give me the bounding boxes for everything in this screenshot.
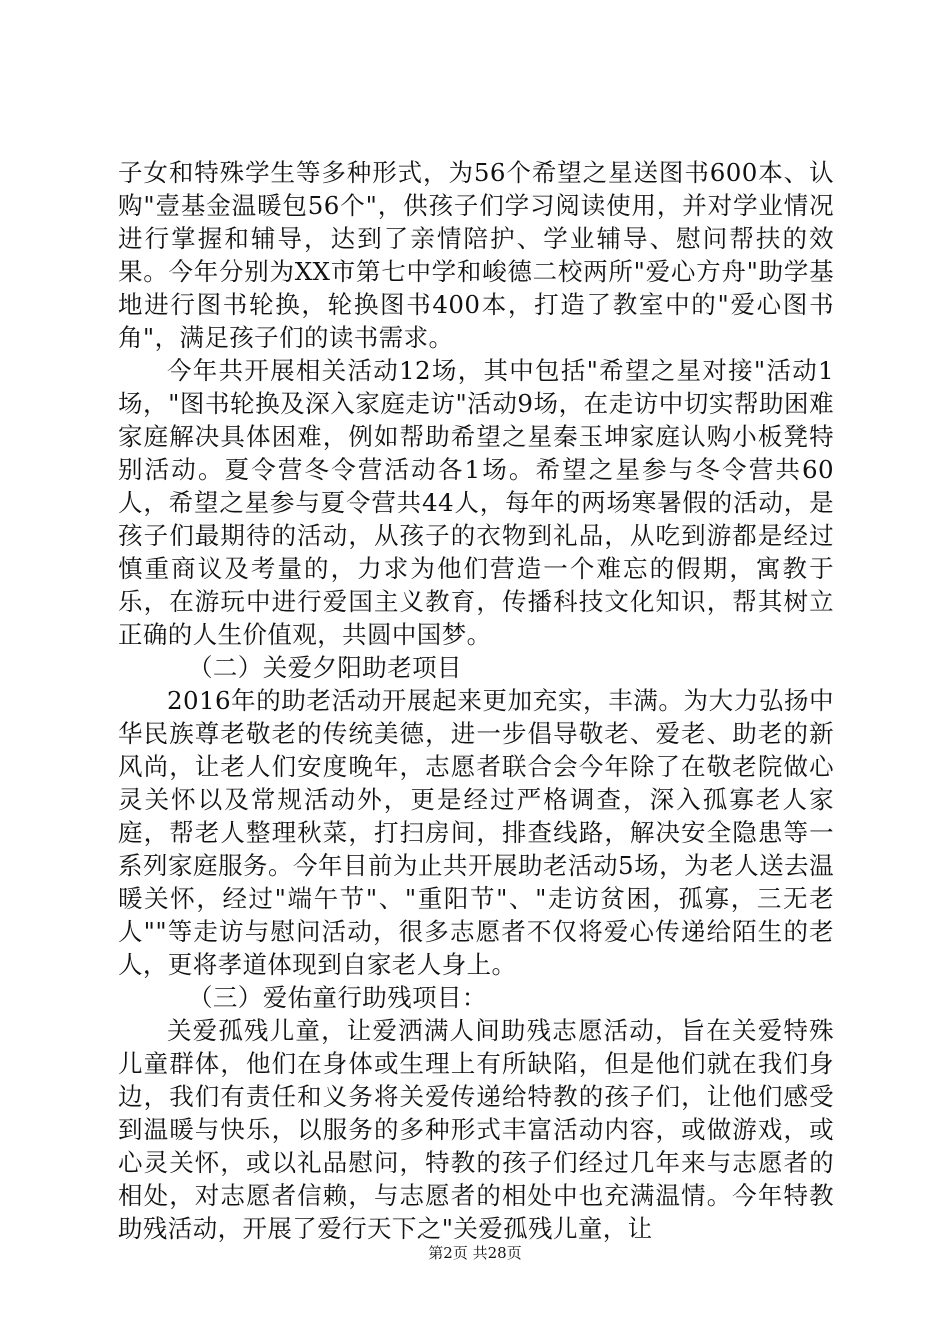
- page-number-footer: 第2页 共28页: [428, 1244, 522, 1262]
- section-heading-disability-support: （三）爱佑童行助残项目：: [188, 983, 487, 1012]
- paragraph-book-donation: 子女和特殊学生等多种形式，为56个希望之星送图书600本、认购"壹基金温暖包56个"，供孩子们学习阅读使用，并对学业情况进行掌握和辅导，达到了亲情陪护、学业辅导、慰问帮扶的效果。今年分别为XX市第七中学和峻德二校两所"爱心方舟"助学基地进行图书轮换，轮换图书400本，打造了教室中的"爱心图书角"，满足孩子们的读书需求。: [118, 158, 834, 352]
- section-heading-elderly-care: （二）关爱夕阳助老项目: [188, 653, 462, 682]
- paragraph-disability-support: 关爱孤残儿童，让爱洒满人间助残志愿活动，旨在关爱特殊儿童群体，他们在身体或生理上有所缺陷，但是他们就在我们身边，我们有责任和义务将关爱传递给特教的孩子们，让他们感受到温暖与快乐，以服务的多种形式丰富活动内容，或做游戏，或心灵关怀，或以礼品慰问，特教的孩子们经过几年来与志愿者的相处，对志愿者信赖，与志愿者的相处中也充满温情。今年特教助残活动，开展了爱行天下之"关爱孤残儿童，让: [118, 1016, 834, 1243]
- document-body: [118, 156, 834, 1245]
- paragraph-activities-summary: 今年共开展相关活动12场，其中包括"希望之星对接"活动1场，"图书轮换及深入家庭走访"活动9场，在走访中切实帮助困难家庭解决具体困难，例如帮助希望之星秦玉坤家庭认购小板凳特别活动。夏令营冬令营活动各1场。希望之星参与冬令营共60人，希望之星参与夏令营共44人，每年的两场寒暑假的活动，是孩子们最期待的活动，从孩子的衣物到礼品，从吃到游都是经过慎重商议及考量的，力求为他们营造一个难忘的假期，寓教于乐，在游玩中进行爱国主义教育，传播科技文化知识，帮其树立正确的人生价值观，共圆中国梦。: [118, 356, 834, 649]
- paragraph-elderly-care: 2016年的助老活动开展起来更加充实，丰满。为大力弘扬中华民族尊老敬老的传统美德，进一步倡导敬老、爱老、助老的新风尚，让老人们安度晚年，志愿者联合会今年除了在敬老院做心灵关怀以及常规活动外，更是经过严格调查，深入孤寡老人家庭，帮老人整理秋菜，打扫房间，排查线路，解决安全隐患等一系列家庭服务。今年目前为止共开展助老活动5场，为老人送去温暖关怀，经过"端午节"、"重阳节"、"走访贫困，孤寡，三无老人""等走访与慰问活动，很多志愿者不仅将爱心传递给陌生的老人，更将孝道体现到自家老人身上。: [118, 686, 834, 979]
